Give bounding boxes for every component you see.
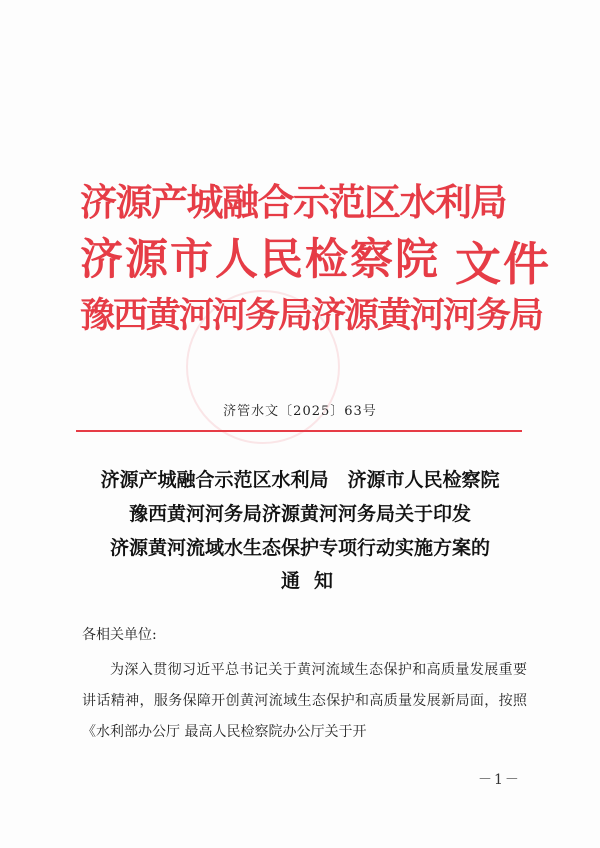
title-line-4: 通知 — [280, 570, 347, 592]
issuer-river-bureau: 豫西黄河河务局济源黄河河务局 — [80, 295, 543, 336]
issuer-water-bureau: 济源产城融合示范区水利局 — [80, 180, 506, 224]
title-line-3: 济源黄河流域水生态保护专项行动实施方案的 — [109, 537, 490, 559]
document-number: 济管水文〔2025〕63号 — [223, 404, 377, 419]
issuer-procuratorate: 济源市人民检察院 — [80, 235, 440, 285]
salutation: 各相关单位: — [82, 627, 157, 643]
page-number: －1－ — [478, 772, 521, 788]
title-line-1: 济源产城融合示范区水利局 济源市人民检察院 — [100, 469, 500, 491]
title-line-2: 豫西黄河河务局济源黄河河务局关于印发 — [128, 503, 471, 525]
body-paragraph: 为深入贯彻习近平总书记关于黄河流域生态保护和高质量发展重要讲话精神，服务保障开创黄河流域生态保护和高质量发展新局面，按照《水利部办公厅 最高人民检察院办公厅关于开 — [82, 662, 527, 740]
red-divider — [76, 430, 522, 432]
document-type-label: 文件 — [455, 237, 551, 291]
